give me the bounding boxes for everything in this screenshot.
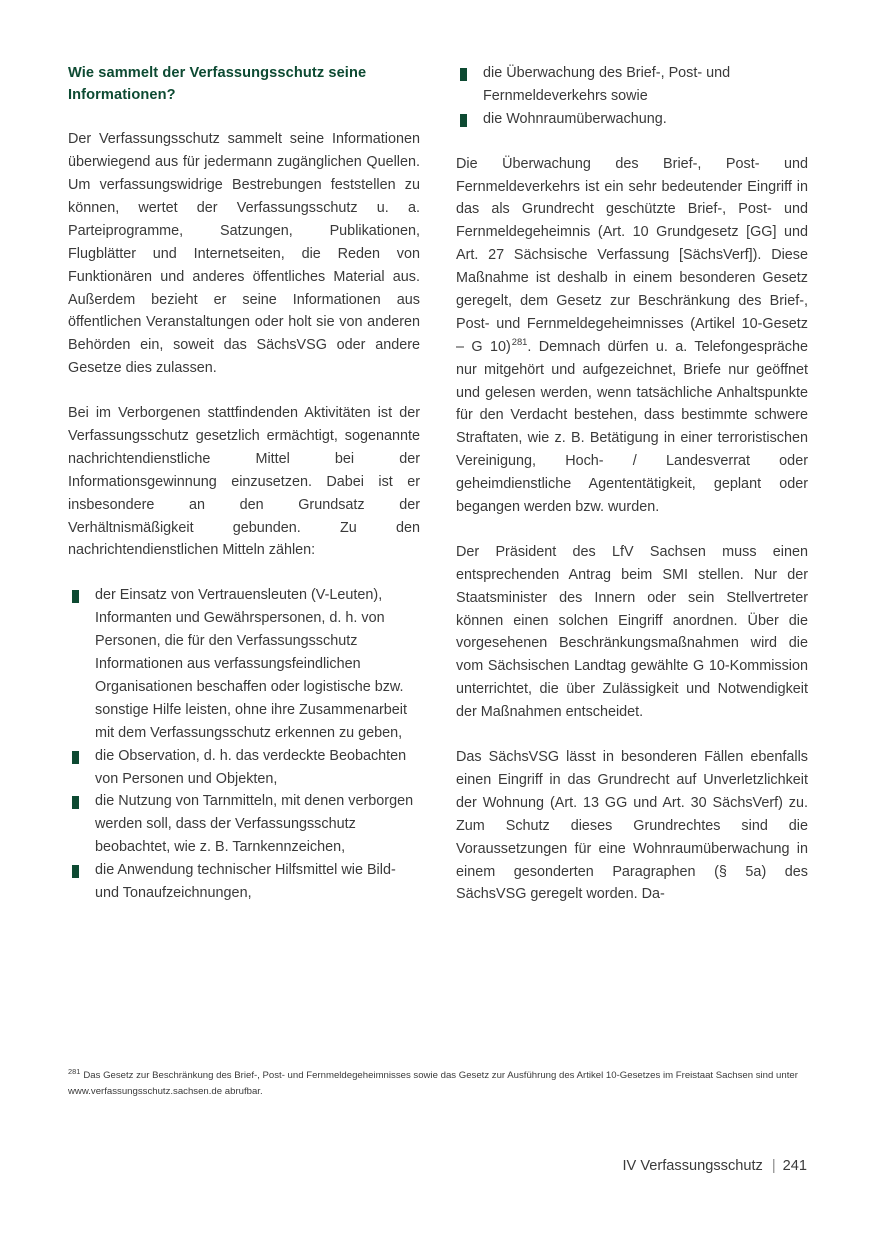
list-item-text: die Anwendung technischer Hilfsmittel wie Bild- und Tonaufzeichnungen,: [95, 862, 396, 901]
right-paragraph-1-text-after-footnote: . Demnach dürfen u. a. Telefongespräche nur mitgehört und aufgezeichnet, Briefe nur geöffnet und gelesen werden, wenn tatsächliche Anhaltspunkte für den Verdacht bestehen, dass bestimmte schwere Straftaten, wie z. B. Betätigung in einer terroristischen Vereinigung, Hoch- / Landesverrat oder geheimdienstliche Agententätigkeit, geplant oder begangen werden bzw. wurden.: [456, 338, 809, 516]
list-item: [456, 62, 808, 108]
list-item-text: die Observation, d. h. das verdeckte Beobachten von Personen und Objekten,: [95, 747, 407, 787]
left-paragraph-1: Der Verfassungsschutz sammelt seine Informationen überwiegend aus für jedermann zugänglichen Quellen. Um verfassungswidrige Bestrebungen feststellen zu können, wertet der Verfassungsschutz u. a. Parteiprogramme, Satzungen, Publikationen, Flugblätter und Internetseiten, die Reden von Funktionären und anderes öffentliches Material aus. Außerdem bezieht er seine Informationen aus öffentlichen Veranstaltungen oder holt sie von anderen Behörden ein, soweit das SächsVSG oder andere Gesetze dies zulassen.: [68, 131, 420, 377]
two-column-body: [68, 62, 808, 906]
list-item-text: die Überwachung des Brief-, Post- und Fernmeldeverkehrs sowie: [483, 65, 731, 104]
right-paragraph-1-text-before-footnote: Die Überwachung des Brief-, Post- und Fernmeldeverkehrs ist ein sehr bedeutender Eingriff in das als Grundrecht geschützte Brief-, Post- und Fernmeldegeheimnis (Art. 10 Grundgesetz [GG] und Art. 27 Sächsische Verfassung [SächsVerf]). Diese Maßnahme ist deshalb in einem besonderen Gesetz geregelt, dem Gesetz zur Beschränkung des Brief-, Post- und Fernmeldegeheimnisses (Artikel 10-Gesetz – G 10): [456, 155, 808, 355]
bullet-square-icon: [72, 865, 79, 878]
right-paragraph-3: Das SächsVSG lässt in besonderen Fällen ebenfalls einen Eingriff in das Grundrecht auf Unverletzlichkeit der Wohnung (Art. 13 GG und Art. 30 SächsVerf) zu. Zum Schutz dieses Grundrechtes sind die Voraussetzungen für eine Wohnraumüberwachung in einem gesonderten Paragraphen (§ 5a) des SächsVSG geregelt worden. Da-: [456, 749, 808, 903]
list-item: [68, 584, 420, 744]
bullet-square-icon: [460, 68, 467, 81]
right-bullet-list: [456, 62, 808, 131]
left-paragraph-2: Bei im Verborgenen stattfindenden Aktivitäten ist der Verfassungsschutz gesetzlich ermächtigt, sogenannte nachrichtendienstliche Mittel bei der Informationsgewinnung einzusetzen. Dabei ist er insbesondere an den Grundsatz der Verhältnismäßigkeit gebunden. Zu den nachrichtendienstlichen Mitteln zählen:: [68, 405, 420, 559]
footer-chapter-label: IV Verfassungsschutz: [622, 1158, 763, 1174]
bullet-square-icon: [460, 114, 467, 127]
page-footer: [623, 1158, 808, 1174]
list-item-text: die Wohnraumüberwachung.: [483, 110, 667, 127]
list-item-text: der Einsatz von Vertrauensleuten (V-Leuten), Informanten und Gewährspersonen, d. h. von Personen, die für den Verfassungsschutz Informationen aus verfassungsfeindlichen Organisationen beschaffen oder logistische bzw. sonstige Hilfe leisten, ohne ihre Zusammenarbeit mit dem Verfassungsschutz erkennen zu geben,: [95, 587, 407, 741]
bullet-square-icon: [72, 751, 79, 764]
right-paragraph-2: Der Präsident des LfV Sachsen muss einen entsprechenden Antrag beim SMI stellen. Nur der Staatsminister des Innern oder sein Stellvertreter können einen solchen Eingriff anordnen. Über die vorgesehenen Beschränkungsmaßnahmen wird die vom Sächsischen Landtag gewählte G 10-Kommission unterrichtet, die über Zulässigkeit und Notwendigkeit der Maßnahmen entscheidet.: [456, 543, 808, 721]
list-item: [68, 859, 420, 905]
footnote-text: Das Gesetz zur Beschränkung des Brief-, Post- und Fernmeldegeheimnisses sowie das Gesetz zur Ausführung des Artikel 10-Gesetzes im Freistaat Sachsen sind unter www.verfassungsschutz.sachsen.de abrufbar.: [68, 1070, 798, 1097]
footnote-block: [68, 1068, 816, 1099]
bullet-square-icon: [72, 796, 79, 809]
footer-separator: |: [771, 1158, 776, 1174]
list-item-text: die Nutzung von Tarnmitteln, mit denen verborgen werden soll, dass der Verfassungsschutz beobachtet, wie z. B. Tarnkennzeichen,: [95, 793, 414, 856]
bullet-square-icon: [72, 590, 79, 603]
left-column: [68, 62, 420, 906]
footnote-reference-281[interactable]: 281: [511, 336, 528, 347]
left-bullet-list: [68, 584, 420, 904]
right-paragraph-1: [456, 153, 808, 519]
page-number: 241: [782, 1158, 807, 1174]
list-item: [68, 790, 420, 859]
right-column: [456, 62, 808, 906]
list-item: [68, 745, 420, 791]
list-item: [456, 108, 808, 131]
footnote-number: 281: [68, 1066, 81, 1076]
section-heading: Wie sammelt der Verfassungsschutz seine Informationen?: [68, 65, 367, 104]
